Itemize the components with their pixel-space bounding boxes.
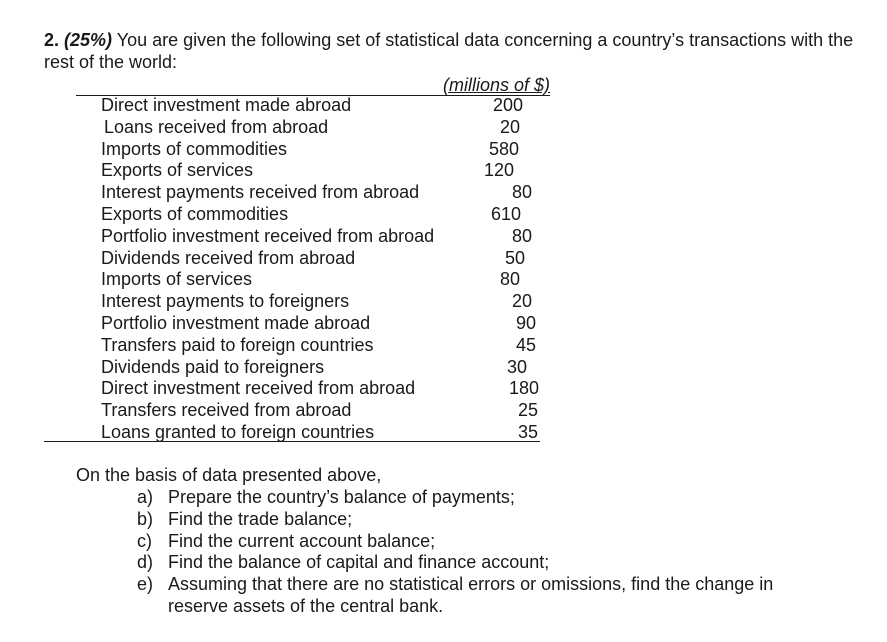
- row-label: Portfolio investment made abroad: [101, 312, 371, 333]
- unit-label: (millions of $): [442, 75, 550, 95]
- row-value: 80: [512, 182, 533, 203]
- task-item: [137, 487, 837, 509]
- instructions-intro: On the basis of data presented above,: [76, 465, 382, 485]
- table-row: [0, 204, 887, 226]
- task-item: [137, 552, 837, 574]
- row-label: Interest payments received from abroad: [101, 182, 420, 203]
- table-bottom-rule: [44, 441, 540, 442]
- row-label: Transfers paid to foreign countries: [101, 334, 374, 355]
- row-label: Portfolio investment received from abroad: [101, 225, 435, 246]
- row-value: 180: [509, 378, 540, 399]
- row-label: Interest payments to foreigners: [101, 291, 350, 312]
- table-row: [0, 357, 887, 379]
- table-row: [0, 182, 887, 204]
- row-label: Dividends received from abroad: [101, 247, 356, 268]
- row-value: 25: [518, 400, 539, 421]
- row-label: Exports of commodities: [101, 203, 289, 224]
- row-value: 30: [507, 356, 528, 377]
- row-value: 90: [516, 312, 537, 333]
- task-letter: d): [137, 552, 154, 573]
- task-letter: a): [137, 487, 154, 507]
- task-text: Prepare the country’s balance of payments;: [168, 487, 515, 507]
- data-table: [0, 95, 887, 444]
- table-header: [76, 73, 550, 96]
- table-row: [0, 248, 887, 270]
- task-letter: c): [137, 530, 152, 551]
- question-body: You are given the following set of statistical data concerning a country’s transactions with the rest of the world:: [44, 30, 854, 72]
- task-list: [137, 487, 837, 618]
- row-label: Loans received from abroad: [104, 116, 329, 137]
- task-text: Assuming that there are no statistical errors or omissions, find the change in reserve assets of the central bank.: [168, 574, 774, 616]
- row-label: Direct investment made abroad: [101, 95, 352, 115]
- table-row: [0, 117, 887, 139]
- table-row: [0, 269, 887, 291]
- table-row: [0, 139, 887, 161]
- row-value: 610: [491, 203, 522, 224]
- row-label: Imports of services: [101, 269, 253, 290]
- task-item: [137, 574, 837, 618]
- row-value: 50: [505, 247, 526, 268]
- row-value: 45: [516, 334, 537, 355]
- row-value: 120: [484, 160, 515, 181]
- row-label: Exports of services: [101, 160, 254, 181]
- row-label: Loans granted to foreign countries: [101, 421, 375, 442]
- question-text: [44, 29, 874, 73]
- table-row: [0, 378, 887, 400]
- row-value: 20: [500, 116, 521, 137]
- question-number: 2.: [44, 30, 60, 50]
- table-row: [0, 313, 887, 335]
- row-label: Direct investment received from abroad: [101, 378, 416, 399]
- task-text: Find the trade balance;: [168, 508, 353, 529]
- table-row: [0, 335, 887, 357]
- row-value: 200: [493, 95, 524, 115]
- row-value: 20: [512, 291, 533, 312]
- question-weight: (25%): [64, 30, 113, 50]
- task-item: [137, 531, 837, 553]
- row-value: 80: [500, 269, 521, 290]
- row-value: 35: [518, 421, 539, 442]
- table-row: [0, 226, 887, 248]
- task-letter: e): [137, 574, 154, 595]
- row-label: Dividends paid to foreigners: [101, 356, 325, 377]
- table-row: [0, 95, 887, 117]
- table-row: [0, 160, 887, 182]
- row-value: 80: [512, 225, 533, 246]
- task-letter: b): [137, 508, 154, 529]
- task-text: Find the current account balance;: [168, 530, 436, 551]
- table-row: [0, 400, 887, 422]
- task-item: [137, 509, 837, 531]
- row-label: Transfers received from abroad: [101, 400, 352, 421]
- row-value: 580: [489, 138, 520, 159]
- table-row: [0, 291, 887, 313]
- row-label: Imports of commodities: [101, 138, 288, 159]
- task-text: Find the balance of capital and finance account;: [168, 552, 550, 573]
